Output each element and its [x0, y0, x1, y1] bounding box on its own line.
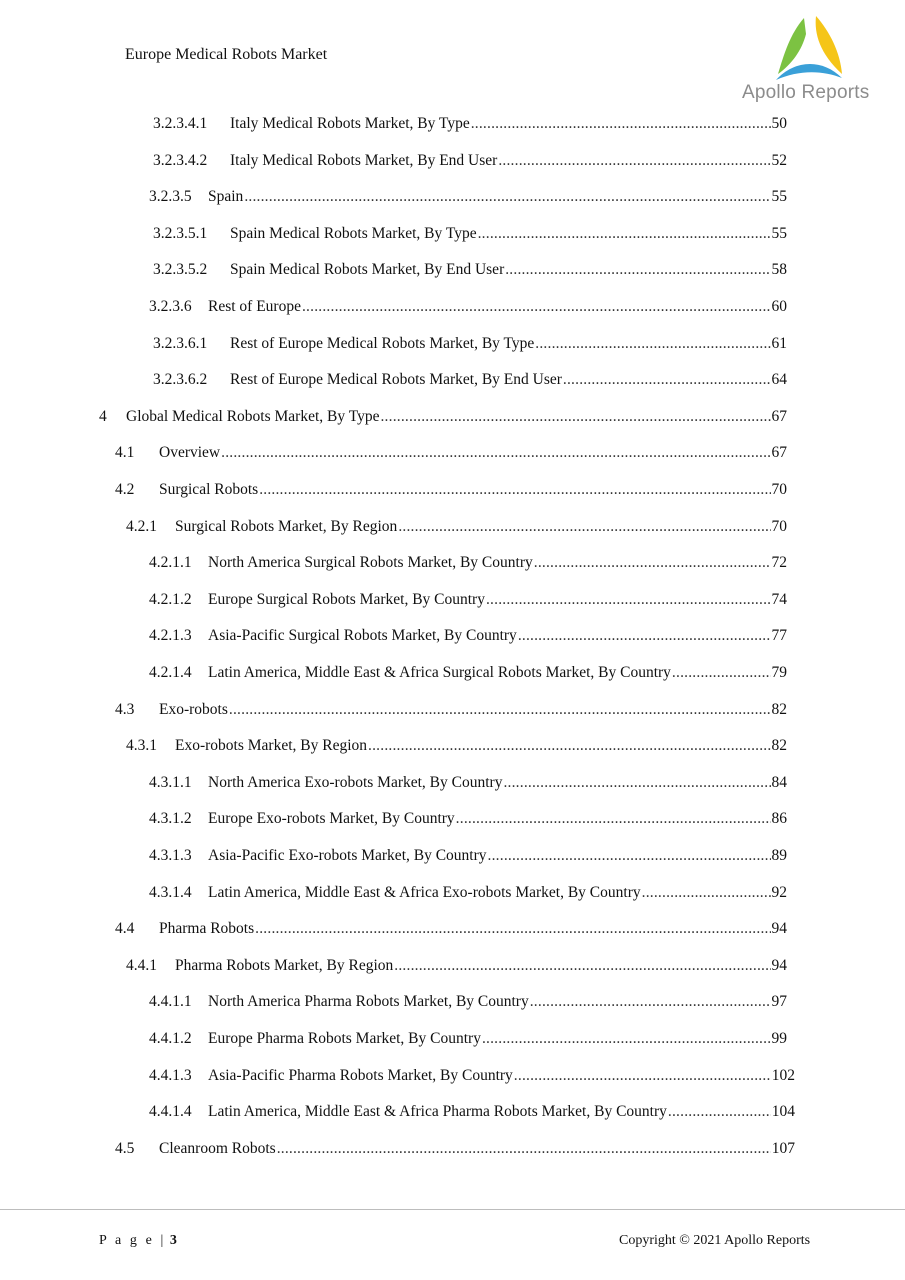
toc-entry[interactable] — [149, 188, 787, 210]
toc-title: Rest of Europe Medical Robots Market, By Type — [230, 334, 535, 352]
toc-entry[interactable] — [115, 920, 787, 942]
toc-dot-leader — [563, 371, 771, 389]
toc-title: Europe Pharma Robots Market, By Country — [208, 1030, 481, 1047]
page-label: P a g e | — [99, 1233, 166, 1248]
toc-page-number: 84 — [771, 773, 787, 791]
toc-title: Spain — [208, 188, 244, 206]
toc-number: 4.4.1 — [126, 956, 157, 974]
toc-dot-leader — [478, 225, 771, 243]
toc-title: Surgical Robots — [159, 481, 259, 498]
toc-dot-leader — [505, 261, 770, 279]
toc-title: Europe Exo-robots Market, By Country — [208, 810, 455, 828]
toc-number: 3.2.3.4.1 — [153, 115, 208, 132]
page-indicator — [99, 1233, 177, 1249]
toc-page-number: 72 — [771, 554, 787, 572]
toc-title: North America Surgical Robots Market, By Country — [208, 554, 533, 572]
toc-dot-leader — [229, 701, 771, 719]
toc-title: Surgical Robots Market, By Region — [175, 517, 398, 535]
toc-dot-leader — [302, 298, 771, 316]
toc-page-number: 70 — [771, 481, 787, 498]
toc-entry[interactable] — [149, 554, 787, 576]
toc-dot-leader — [535, 335, 770, 353]
toc-page-number: 74 — [771, 590, 787, 608]
toc-page-number: 67 — [771, 444, 787, 462]
toc-entry[interactable] — [153, 335, 787, 357]
toc-dot-leader — [486, 591, 771, 609]
toc-entry[interactable] — [153, 152, 787, 174]
toc-title: Global Medical Robots Market, By Type — [126, 407, 380, 425]
toc-entry[interactable] — [126, 737, 787, 759]
toc-page-number: 89 — [771, 847, 787, 864]
toc-entry[interactable] — [149, 298, 787, 320]
document-title: Europe Medical Robots Market — [125, 46, 328, 63]
toc-dot-leader — [244, 188, 770, 206]
toc-number: 4.3.1.2 — [149, 810, 192, 828]
toc-page-number: 58 — [771, 261, 787, 279]
toc-entry[interactable] — [126, 957, 787, 979]
toc-entry[interactable] — [153, 225, 787, 247]
toc-number: 4.2.1.1 — [149, 554, 192, 572]
toc-title: Italy Medical Robots Market, By Type — [230, 115, 470, 132]
toc-dot-leader — [518, 627, 771, 645]
toc-title: Exo-robots — [159, 700, 228, 718]
toc-page-number: 94 — [771, 956, 787, 974]
footer-divider — [0, 1209, 905, 1210]
toc-title: Spain Medical Robots Market, By End User — [230, 261, 505, 279]
toc-entry[interactable] — [115, 481, 787, 503]
toc-page-number: 104 — [771, 1103, 795, 1121]
toc-entry[interactable] — [115, 1140, 795, 1162]
toc-entry[interactable] — [149, 810, 787, 832]
toc-title: Latin America, Middle East & Africa Exo-robots Market, By Country — [208, 883, 641, 901]
toc-title: North America Exo-robots Market, By Country — [208, 773, 503, 791]
toc-title: Italy Medical Robots Market, By End User — [230, 151, 498, 169]
toc-title: North America Pharma Robots Market, By Country — [208, 993, 529, 1011]
toc-number: 4.4.1.3 — [149, 1066, 192, 1084]
toc-entry[interactable] — [115, 444, 787, 466]
toc-number: 3.2.3.6.2 — [153, 371, 208, 389]
toc-number: 3.2.3.4.2 — [153, 151, 208, 169]
copyright-text: Copyright © 2021 Apollo Reports — [619, 1233, 811, 1248]
toc-number: 4.3.1.4 — [149, 883, 192, 901]
toc-page-number: 79 — [771, 664, 787, 681]
toc-dot-leader — [503, 774, 770, 792]
toc-dot-leader — [498, 152, 770, 170]
toc-entry[interactable] — [149, 591, 787, 613]
toc-entry[interactable] — [149, 884, 787, 906]
toc-entry[interactable] — [153, 261, 787, 283]
toc-dot-leader — [398, 518, 770, 536]
toc-title: Asia-Pacific Exo-robots Market, By Country — [208, 847, 487, 864]
toc-title: Pharma Robots — [159, 920, 255, 938]
toc-dot-leader — [642, 884, 771, 902]
toc-entry[interactable] — [99, 408, 787, 430]
toc-number: 3.2.3.6.1 — [153, 334, 208, 352]
logo-text: Apollo Reports — [742, 82, 870, 103]
toc-title: Asia-Pacific Pharma Robots Market, By Country — [208, 1066, 513, 1084]
toc-dot-leader — [221, 444, 770, 462]
toc-page-number: 92 — [771, 883, 787, 901]
toc-page-number: 60 — [771, 298, 787, 315]
toc-entry[interactable] — [149, 774, 787, 796]
toc-dot-leader — [255, 920, 770, 938]
toc-page-number: 61 — [771, 334, 787, 352]
toc-number: 4.2 — [115, 481, 135, 498]
toc-page-number: 94 — [771, 920, 787, 938]
toc-title: Rest of Europe Medical Robots Market, By End User — [230, 371, 562, 389]
toc-entry[interactable] — [153, 371, 787, 393]
toc-number: 3.2.3.6 — [149, 298, 192, 315]
toc-page-number: 70 — [771, 517, 787, 535]
toc-page-number: 50 — [771, 115, 787, 132]
toc-dot-leader — [488, 847, 771, 865]
toc-dot-leader — [394, 957, 770, 975]
toc-number: 4.3 — [115, 700, 135, 718]
toc-title: Rest of Europe — [208, 298, 301, 315]
toc-dot-leader — [380, 408, 770, 426]
toc-dot-leader — [530, 993, 771, 1011]
toc-entry[interactable] — [149, 627, 787, 649]
toc-number: 3.2.3.5.1 — [153, 224, 208, 242]
toc-page-number: 64 — [771, 371, 787, 389]
toc-page-number: 55 — [771, 188, 787, 206]
toc-number: 4.2.1.4 — [149, 664, 192, 681]
toc-page-number: 86 — [771, 810, 787, 828]
toc-dot-leader — [668, 1103, 771, 1121]
toc-dot-leader — [514, 1067, 771, 1085]
toc-dot-leader — [534, 554, 771, 572]
toc-number: 4.2.1.2 — [149, 590, 192, 608]
toc-number: 4 — [99, 407, 107, 425]
toc-page-number: 77 — [771, 627, 787, 645]
toc-page-number: 52 — [771, 151, 787, 169]
toc-title: Spain Medical Robots Market, By Type — [230, 224, 477, 242]
toc-page-number: 107 — [771, 1139, 795, 1157]
toc-dot-leader — [277, 1140, 771, 1158]
toc-title: Europe Surgical Robots Market, By Country — [208, 590, 485, 608]
toc-title: Pharma Robots Market, By Region — [175, 956, 394, 974]
toc-entry[interactable] — [149, 993, 787, 1015]
toc-number: 4.3.1.1 — [149, 773, 192, 791]
toc-number: 4.2.1 — [126, 517, 157, 535]
toc-title: Latin America, Middle East & Africa Surgical Robots Market, By Country — [208, 664, 671, 681]
toc-page-number: 97 — [771, 993, 787, 1011]
toc-dot-leader — [368, 737, 770, 755]
toc-title: Overview — [159, 444, 221, 462]
toc-page-number: 102 — [771, 1066, 795, 1084]
toc-number: 4.4 — [115, 920, 135, 938]
toc-page-number: 82 — [771, 700, 787, 718]
toc-number: 4.3.1 — [126, 737, 157, 755]
toc-number: 4.5 — [115, 1139, 135, 1157]
toc-number: 4.4.1.1 — [149, 993, 192, 1011]
toc-dot-leader — [672, 664, 771, 682]
toc-page-number: 82 — [771, 737, 787, 755]
toc-page-number: 99 — [771, 1030, 787, 1047]
toc-dot-leader — [482, 1030, 771, 1048]
toc-number: 4.2.1.3 — [149, 627, 192, 645]
toc-number: 3.2.3.5.2 — [153, 261, 208, 279]
toc-number: 4.3.1.3 — [149, 847, 192, 864]
toc-title: Cleanroom Robots — [159, 1139, 276, 1157]
toc-number: 3.2.3.5 — [149, 188, 192, 206]
toc-number: 4.4.1.4 — [149, 1103, 192, 1121]
toc-title: Exo-robots Market, By Region — [175, 737, 368, 755]
page-number: 3 — [169, 1233, 177, 1248]
toc-entry[interactable] — [126, 518, 787, 540]
toc-entry[interactable] — [153, 115, 787, 137]
toc-entry[interactable] — [149, 847, 787, 869]
toc-dot-leader — [456, 810, 771, 828]
toc-number: 4.4.1.2 — [149, 1030, 192, 1047]
toc-entry[interactable] — [149, 1103, 795, 1125]
toc-entry[interactable] — [149, 1067, 795, 1089]
toc-dot-leader — [259, 481, 770, 499]
toc-entry[interactable] — [149, 664, 787, 686]
toc-entry[interactable] — [115, 701, 787, 723]
toc-number: 4.1 — [115, 444, 135, 462]
toc-title: Asia-Pacific Surgical Robots Market, By Country — [208, 627, 517, 645]
toc-entry[interactable] — [149, 1030, 787, 1052]
toc-title: Latin America, Middle East & Africa Pharma Robots Market, By Country — [208, 1103, 667, 1121]
toc-dot-leader — [471, 115, 771, 133]
toc-page-number: 67 — [771, 407, 787, 425]
toc-page-number: 55 — [771, 224, 787, 242]
